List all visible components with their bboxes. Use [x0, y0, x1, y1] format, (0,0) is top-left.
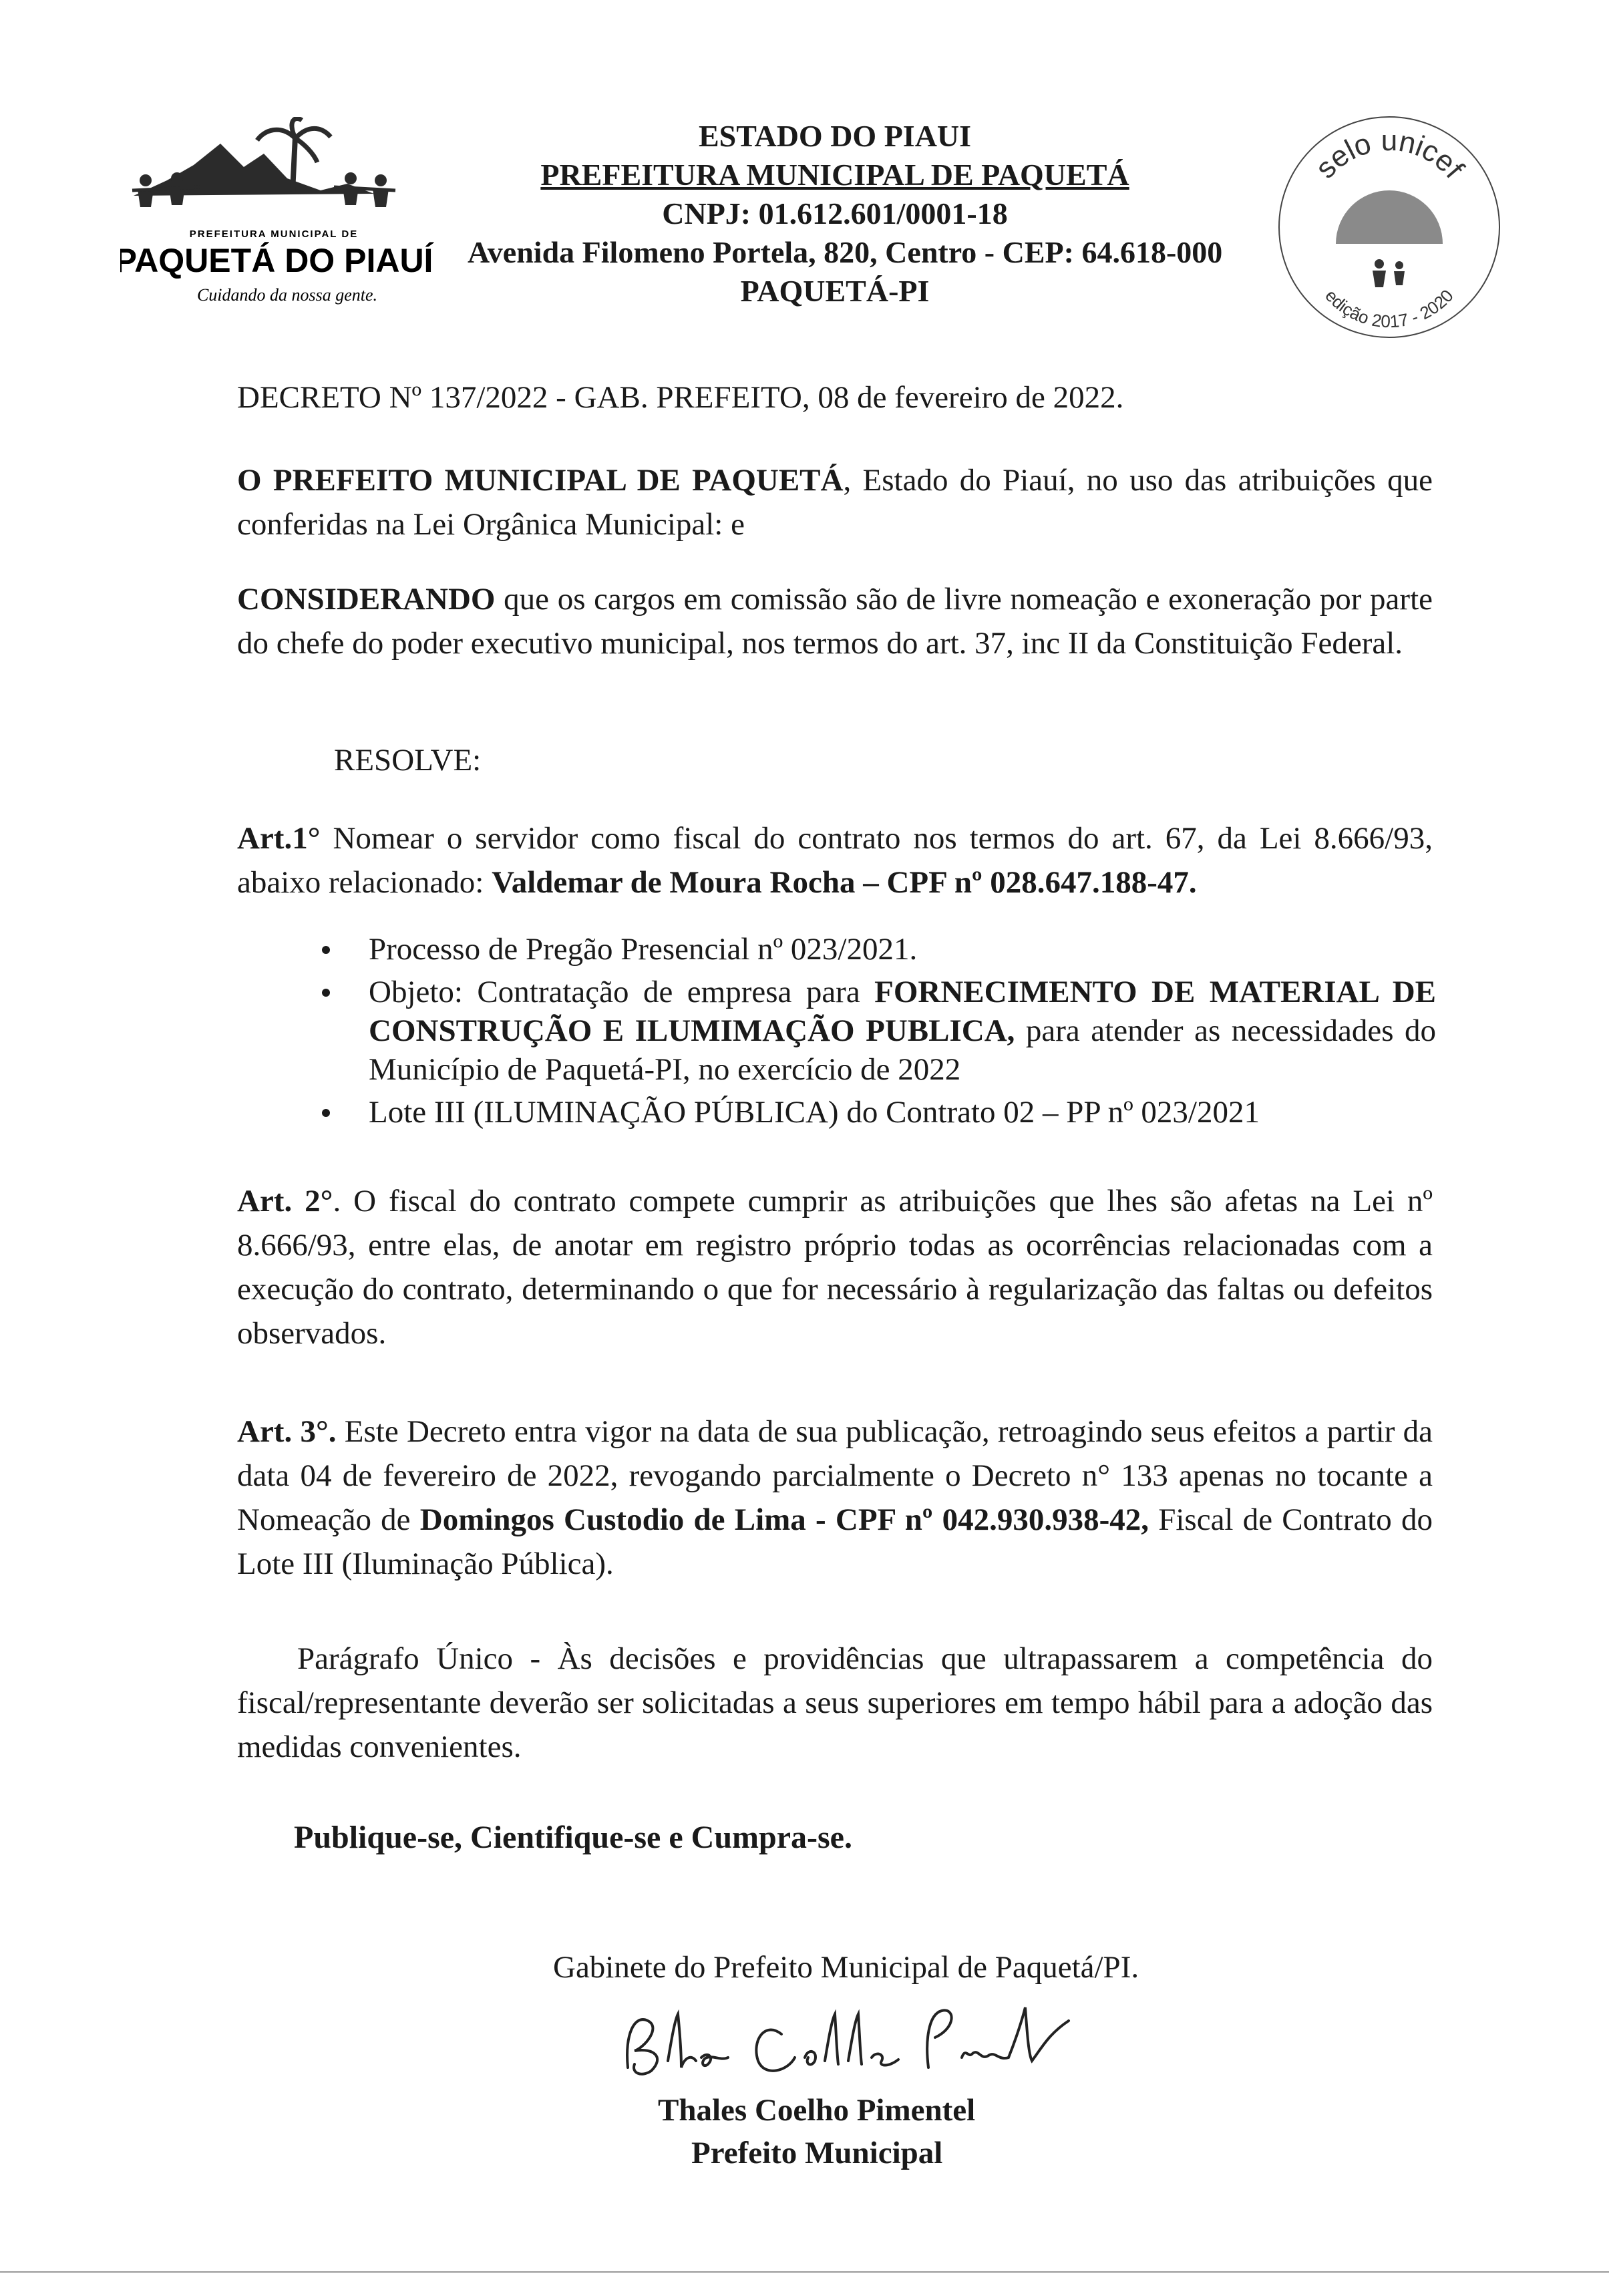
- logo-slogan: Cuidando da nossa gente.: [196, 285, 378, 305]
- preamble-bold: O PREFEITO MUNICIPAL DE PAQUETÁ: [237, 463, 844, 498]
- handwritten-signature: [614, 1994, 1082, 2094]
- gabinete-line: Gabinete do Prefeito Municipal de Paquetá/PI.: [553, 1950, 1139, 1985]
- resolve-heading: RESOLVE:: [334, 743, 482, 778]
- paragrafo-unico: Parágrafo Único - Às decisões e providências que ultrapassarem a competência do fiscal/representante deverão ser solicitadas a seus superiores em tempo hábil para a adoção das medidas convenientes.: [237, 1641, 1433, 1764]
- logo-caption: PREFEITURA MUNICIPAL DE: [189, 228, 359, 240]
- article-1-text: Nomear o servidor como fiscal do contrato nos termos do art. 67, da Lei 8.666/93, abaixo relacionado:: [237, 821, 1433, 900]
- unicef-seal: [1272, 110, 1506, 344]
- svg-text:edição 2017 - 2020: [1321, 286, 1457, 332]
- seal-edition-text: edição 2017 - 2020: [1321, 285, 1457, 332]
- letterhead-prefeitura: PREFEITURA MUNICIPAL DE PAQUETÁ: [540, 158, 1129, 192]
- bullet-list: [314, 930, 1436, 1136]
- article-2: [237, 1179, 1433, 1355]
- letterhead-address: Avenida Filomeno Portela, 820, Centro - CEP: 64.618-000: [468, 235, 1223, 269]
- decree-heading: DECRETO Nº 137/2022 - GAB. PREFEITO, 08 de fevereiro de 2022.: [237, 380, 1124, 415]
- letterhead-cnpj: CNPJ: 01.612.601/0001-18: [662, 196, 1008, 230]
- signer-role: Prefeito Municipal: [691, 2136, 943, 2170]
- letterhead-city: PAQUETÁ-PI: [740, 274, 930, 308]
- bullet-icon: [322, 1109, 330, 1117]
- municipal-logo: [120, 117, 468, 317]
- bullet-object-pre: Objeto: Contratação de empresa para: [369, 975, 875, 1009]
- letterhead-state: ESTADO DO PIAUI: [698, 119, 972, 153]
- considerando-bold: CONSIDERANDO: [237, 582, 496, 617]
- seal-graphic: [1272, 110, 1506, 344]
- list-item: [314, 1093, 1436, 1132]
- seal-arc-text: selo unicef: [1308, 124, 1470, 185]
- considerando-text: que os cargos em comissão são de livre nomeação e exoneração por parte do chefe do poder executivo municipal, nos termos do art. 37, inc II da Constituição Federal.: [237, 582, 1433, 661]
- article-2-text: . O fiscal do contrato compete cumprir as atribuições que lhes são afetas na Lei nº 8.666/93, entre elas, de anotar em registro próprio todas as ocorrências relacionadas com a execução do contrato, determinando o que for necessário à regularização das faltas ou defeitos observados.: [237, 1184, 1433, 1351]
- article-1: [237, 816, 1433, 905]
- article-3: [237, 1410, 1433, 1586]
- logo-name: PAQUETÁ DO PIAUÍ: [120, 242, 433, 279]
- article-1-label: Art.1°: [237, 821, 321, 856]
- list-item: [314, 930, 1436, 969]
- bullet-object-bold: FORNECIMENTO DE MATERIAL DE CONSTRUÇÃO E ILUMIMAÇÃO PUBLICA,: [369, 975, 1436, 1048]
- bullet-lot: Lote III (ILUMINAÇÃO PÚBLICA) do Contrato 02 – PP nº 023/2021: [369, 1095, 1260, 1130]
- children-icon: [1373, 259, 1405, 287]
- article-3-revoked-name: Domingos Custodio de Lima - CPF nº 042.930.938-42,: [419, 1502, 1149, 1537]
- article-1-nominee: Valdemar de Moura Rocha – CPF nº 028.647.188-47.: [492, 865, 1197, 900]
- article-3-tail: Fiscal de Contrato do Lote III (Iluminação Pública).: [237, 1502, 1433, 1581]
- logo-graphic: [120, 117, 468, 317]
- bullet-icon: [322, 946, 330, 954]
- bullet-object-post: para atender as necessidades do Município de Paquetá-PI, no exercício de 2022: [369, 1013, 1436, 1087]
- letterhead: [468, 117, 1223, 311]
- article-2-label: Art. 2°: [237, 1184, 333, 1218]
- article-3-text: Este Decreto entra vigor na data de sua publicação, retroagindo seus efeitos a partir da data 04 de fevereiro de 2022, revogando parcialmente o Decreto n° 133 apenas no tocante a Nomeação de: [237, 1414, 1433, 1537]
- article-3-label: Art. 3°.: [237, 1414, 337, 1449]
- preamble-text: , Estado do Piauí, no uso das atribuições que conferidas na Lei Orgânica Municipal: e: [237, 463, 1433, 542]
- considerando-paragraph: [237, 577, 1433, 665]
- signer-name: Thales Coelho Pimentel: [658, 2093, 976, 2128]
- preamble-paragraph: [237, 458, 1433, 546]
- bullet-process: Processo de Pregão Presencial nº 023/2021.: [369, 932, 918, 967]
- footer-divider: [0, 2271, 1609, 2273]
- list-item: [314, 973, 1436, 1089]
- signature-graphic: [614, 1994, 1082, 2094]
- bullet-icon: [322, 989, 330, 997]
- publication-order: Publique-se, Cientifique-se e Cumpra-se.: [294, 1820, 852, 1855]
